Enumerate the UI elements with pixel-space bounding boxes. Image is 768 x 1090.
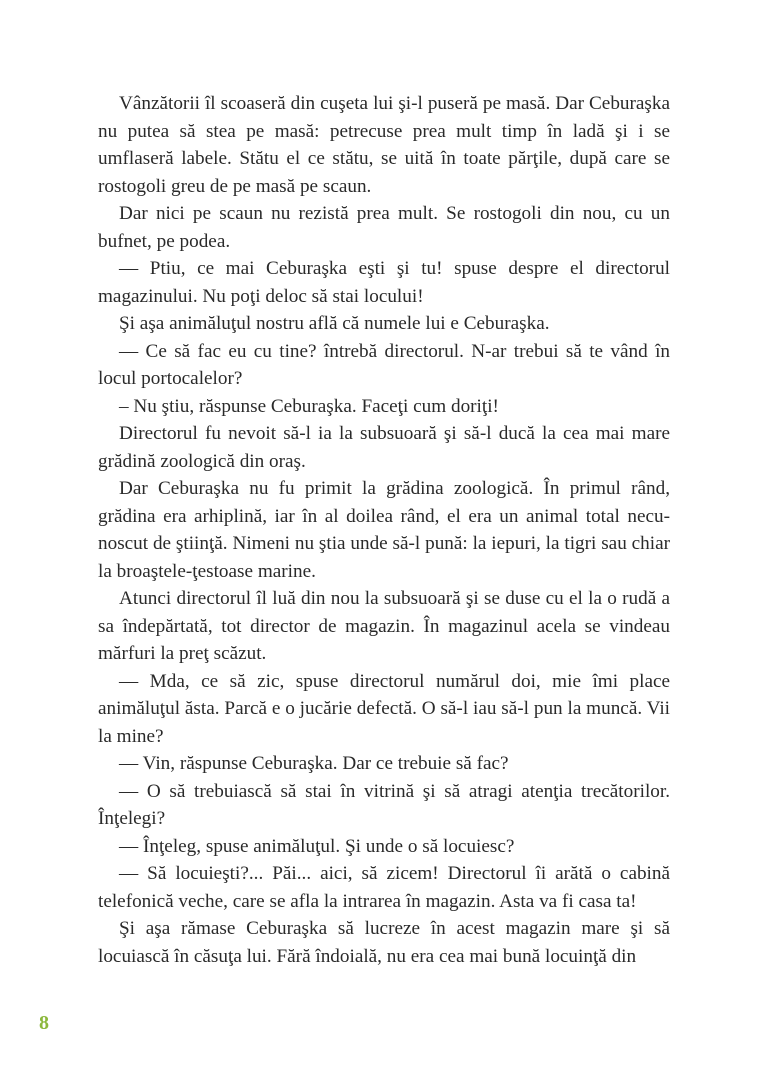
paragraph: — Ptiu, ce mai Ceburaşka eşti şi tu! spuse despre el directorul magazinului. Nu poţi deloc să stai locului! <box>98 258 670 307</box>
paragraph: — Ce să fac eu cu tine? întrebă directorul. N-ar trebui să te vând în locul portocalelor? <box>98 340 670 389</box>
paragraph: Vânzătorii îl scoaseră din cuşeta lui şi-l puseră pe masă. Dar Ceburaşka nu putea să stea pe masă: petrecuse prea mult timp în ladă şi i se umflaseră labele. Stătu el ce stătu, se uită în toate părţile, după care se rostogoli greu de pe masă pe scaun. <box>98 93 670 197</box>
paragraph: — O să trebuiască să stai în vitrină şi să atragi atenţia trecătorilor. Înţelegi? <box>98 780 670 829</box>
paragraph: Atunci directorul îl luă din nou la subsuoară şi se duse cu el la o rudă a sa îndepărtată, tot director de magazin. În magazinul acela se vindeau mărfuri la preţ scăzut. <box>98 588 670 664</box>
page-number: 8 <box>39 1012 49 1034</box>
paragraph: – Nu ştiu, răspunse Ceburaşka. Faceţi cum doriţi! <box>119 395 499 417</box>
paragraph: — Să locuieşti?... Păi... aici, să zicem! Directorul îi arătă o cabină telefonică veche, care se afla la intrarea în magazin. Asta va fi casa ta! <box>98 863 670 912</box>
paragraph: Şi aşa animăluţul nostru află că numele lui e Ceburaşka. <box>119 313 550 334</box>
page-body <box>98 90 670 970</box>
paragraph: Şi aşa rămase Ceburaşka să lucreze în acest magazin mare şi să locuiască în căsuţa lui. Fără îndoială, nu era cea mai bună locuinţă din <box>98 918 670 967</box>
paragraph: Directorul fu nevoit să-l ia la subsuoară şi să-l ducă la cea mai mare grădină zoologică din oraş. <box>98 423 670 472</box>
paragraph: Dar Ceburaşka nu fu primit la grădina zoologică. În primul rând, grădina era arhiplină, iar în al doilea rând, el era un animal total necunoscut de ştiinţă. Nimeni nu ştia unde să-l pună: la iepuri, la tigri sau chiar la broaştele-ţestoase marine. <box>98 478 670 582</box>
paragraph: — Vin, răspunse Ceburaşka. Dar ce trebuie să fac? <box>119 753 509 774</box>
paragraph: — Mda, ce să zic, spuse directorul numărul doi, mie îmi place animăluţul ăsta. Parcă e o jucărie defectă. O să-l iau să-l pun la muncă. Vii la mine? <box>98 670 670 747</box>
paragraph: Dar nici pe scaun nu rezistă prea mult. Se rostogoli din nou, cu un bufnet, pe podea. <box>98 203 670 252</box>
paragraph: — Înţeleg, spuse animăluţul. Şi unde o să locuiesc? <box>119 835 515 857</box>
